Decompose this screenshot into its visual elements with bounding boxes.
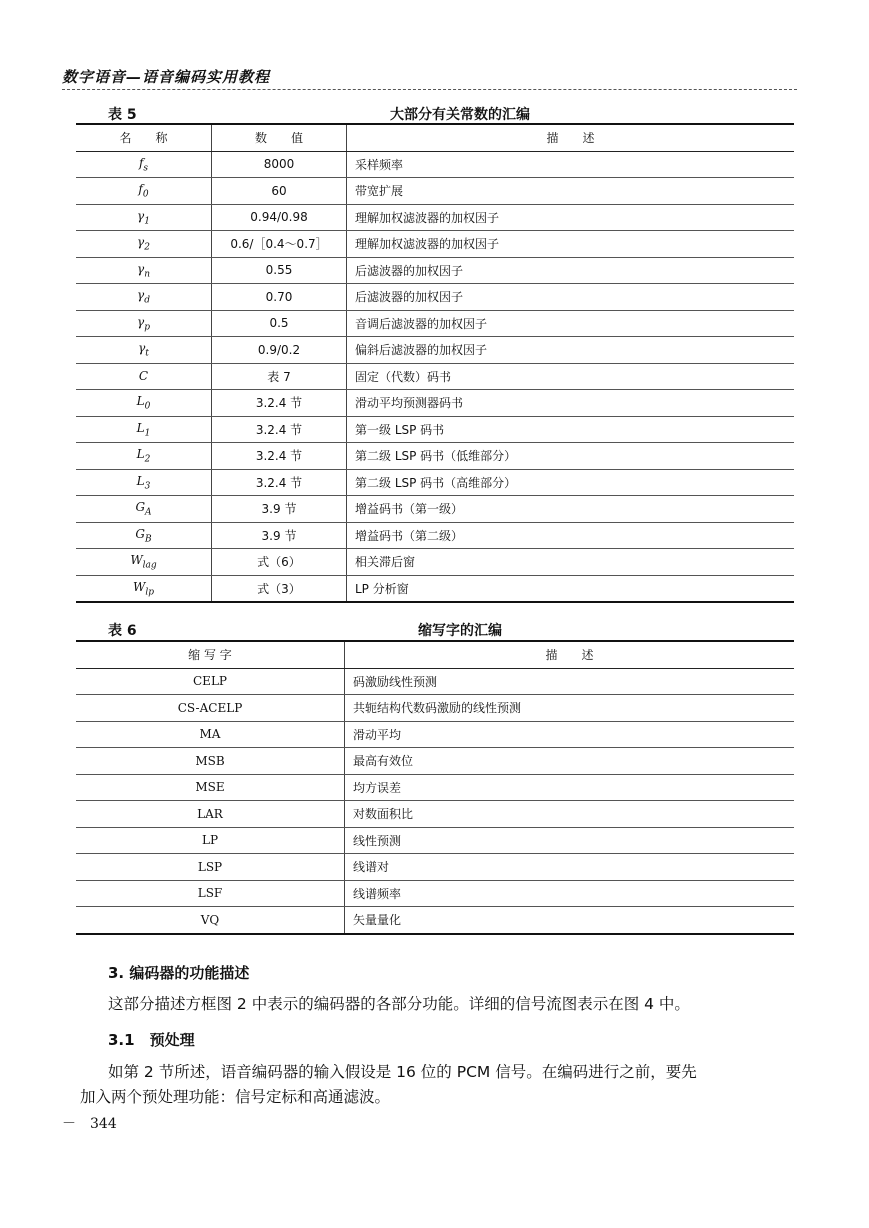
constant-description: 后滤波器的加权因子 [347,284,795,311]
constant-symbol: $\gamma_d$ [76,284,212,311]
table-header-row [76,125,794,151]
abbreviations-table [76,642,794,935]
table-row [76,854,794,881]
table-row [76,801,794,828]
table-row [76,575,794,602]
abbreviation-description: 码激励线性预测 [345,668,795,695]
table-row [76,774,794,801]
abbreviation-description: 滑动平均 [345,721,795,748]
table-row [76,695,794,722]
page-number: － 344 [62,1116,117,1132]
constant-description: 第二级 LSP 码书（高维部分） [347,469,795,496]
table-row [76,549,794,576]
constant-description: 理解加权滤波器的加权因子 [347,204,795,231]
table-row [76,416,794,443]
column-header-name: 名 称 [76,125,212,151]
constant-description: 相关滞后窗 [347,549,795,576]
table-row [76,522,794,549]
constant-symbol: $f_s$ [76,151,212,178]
table-row [76,469,794,496]
constant-description: 带宽扩展 [347,178,795,205]
table6-label: 表 6 [108,623,137,639]
constant-symbol: $\gamma_2$ [76,231,212,258]
table-row [76,390,794,417]
constant-description: 后滤波器的加权因子 [347,257,795,284]
constant-symbol: $G_A$ [76,496,212,523]
constant-description: 固定（代数）码书 [347,363,795,390]
constants-table [76,125,794,603]
abbreviation-description: 对数面积比 [345,801,795,828]
column-header-abbreviation: 缩 写 字 [76,642,345,668]
table-row [76,363,794,390]
abbreviation-description: 线谱对 [345,854,795,881]
table-row [76,443,794,470]
table5-label: 表 5 [108,107,137,123]
constant-symbol: $W_{lp}$ [76,575,212,602]
table-row [76,668,794,695]
section-3-1-line-1: 如第 2 节所述，语音编码器的输入假设是 16 位的 PCM 信号。在编码进行之前，要先 [108,1063,697,1081]
abbreviation: MSB [76,748,345,775]
header-rule [62,89,797,90]
constant-symbol: $\gamma_n$ [76,257,212,284]
constant-value: 3.9 节 [212,522,347,549]
constant-value: 0.9/0.2 [212,337,347,364]
abbreviation-description: 均方误差 [345,774,795,801]
constant-value: 3.2.4 节 [212,469,347,496]
table-row [76,178,794,205]
constant-value: 60 [212,178,347,205]
constant-description: 偏斜后滤波器的加权因子 [347,337,795,364]
table-row [76,721,794,748]
table-row [76,748,794,775]
abbreviation: CELP [76,668,345,695]
constant-symbol: $\gamma_1$ [76,204,212,231]
constant-description: 增益码书（第二级） [347,522,795,549]
constant-symbol: $f_0$ [76,178,212,205]
abbreviation: VQ [76,907,345,934]
table-row [76,257,794,284]
section-3-1-line-2: 加入两个预处理功能：信号定标和高通滤波。 [80,1088,391,1106]
constant-value: 3.2.4 节 [212,416,347,443]
constant-symbol: $L_1$ [76,416,212,443]
constant-value: 0.5 [212,310,347,337]
section-3-title: 3. 编码器的功能描述 [108,964,250,982]
constant-description: 采样频率 [347,151,795,178]
abbreviation-description: 共轭结构代数码激励的线性预测 [345,695,795,722]
table-row [76,204,794,231]
abbreviation-description: 线性预测 [345,827,795,854]
constant-description: 滑动平均预测器码书 [347,390,795,417]
constant-value: 3.2.4 节 [212,443,347,470]
constant-value: 3.9 节 [212,496,347,523]
table-row [76,284,794,311]
constant-value: 8000 [212,151,347,178]
running-header: 数字语音—语音编码实用教程 [62,68,271,86]
constant-symbol: $L_2$ [76,443,212,470]
constant-description: 音调后滤波器的加权因子 [347,310,795,337]
table-row [76,880,794,907]
constant-value: 表 7 [212,363,347,390]
constant-description: 增益码书（第一级） [347,496,795,523]
table6-title: 缩写字的汇编 [418,623,502,639]
constant-symbol: $W_{lag}$ [76,549,212,576]
constant-symbol: $L_0$ [76,390,212,417]
table-row [76,310,794,337]
constant-symbol: $L_3$ [76,469,212,496]
abbreviation: LP [76,827,345,854]
section-3-1-title: 3.1 预处理 [108,1031,195,1049]
table-row [76,151,794,178]
constant-description: 第二级 LSP 码书（低维部分） [347,443,795,470]
constant-value: 式（3） [212,575,347,602]
column-header-description: 描 述 [347,125,795,151]
constant-value: 0.6/［0.4～0.7］ [212,231,347,258]
column-header-value: 数 值 [212,125,347,151]
section-3-body: 这部分描述方框图 2 中表示的编码器的各部分功能。详细的信号流图表示在图 4 中。 [108,995,690,1013]
abbreviation-description: 线谱频率 [345,880,795,907]
constant-description: LP 分析窗 [347,575,795,602]
constant-description: 第一级 LSP 码书 [347,416,795,443]
abbreviation-description: 矢量量化 [345,907,795,934]
constant-value: 3.2.4 节 [212,390,347,417]
table-row [76,827,794,854]
abbreviation-description: 最高有效位 [345,748,795,775]
constant-value: 0.55 [212,257,347,284]
constant-value: 0.70 [212,284,347,311]
abbreviation: LSF [76,880,345,907]
constant-value: 式（6） [212,549,347,576]
constant-symbol: $\gamma_p$ [76,310,212,337]
table5-title: 大部分有关常数的汇编 [390,107,530,123]
abbreviation: LSP [76,854,345,881]
constant-symbol: C [76,363,212,390]
abbreviation: CS-ACELP [76,695,345,722]
table-row [76,496,794,523]
abbreviation: LAR [76,801,345,828]
abbreviation: MA [76,721,345,748]
constant-symbol: $\gamma_t$ [76,337,212,364]
table-row [76,231,794,258]
table-row [76,337,794,364]
table-row [76,907,794,934]
column-header-description: 描 述 [345,642,795,668]
constant-value: 0.94/0.98 [212,204,347,231]
table-header-row [76,642,794,668]
constant-symbol: $G_B$ [76,522,212,549]
abbreviation: MSE [76,774,345,801]
constant-description: 理解加权滤波器的加权因子 [347,231,795,258]
